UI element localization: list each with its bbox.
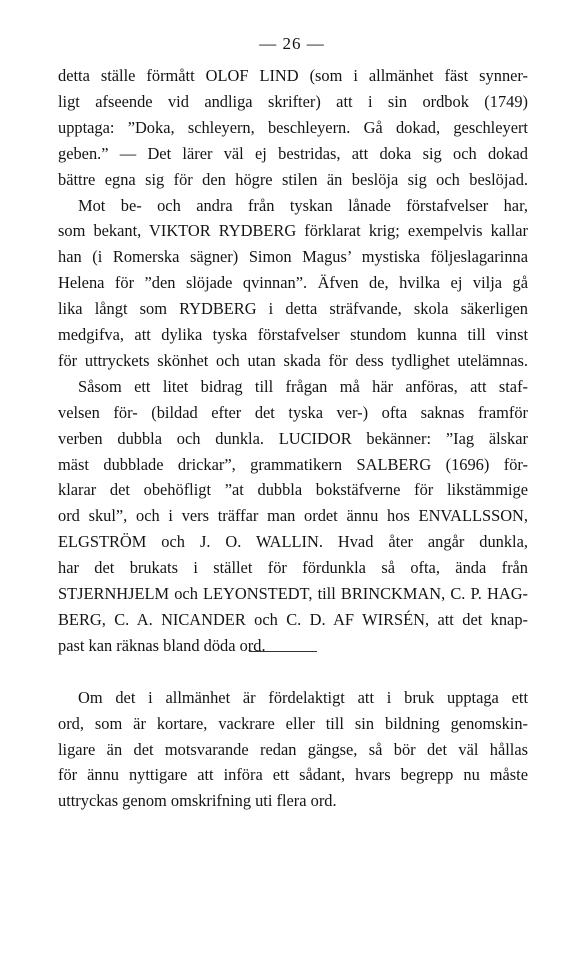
text-line: Mot be- och andra från tyskan lånade förstafvelser har, [78,195,528,215]
text-line: ELGSTRÖM och J. O. WALLIN. Hvad åter angår dunkla, [58,532,528,552]
text-line: ord, som är kortare, vackrare eller till sin bildning genomskin- [58,713,528,733]
text-line: Helena för ”den slöjade qvinnan”. Äfven de, hvilka ej vilja gå [58,273,528,293]
text-line: klarar det obehöfligt ”at dubbla bokstäfverne för likstämmige [58,480,528,500]
text-line: lika långt som RYDBERG i detta sträfvande, skola säkerligen [58,299,528,319]
text-line: medgifva, att dylika tyska förstafvelser stundom kunna till vinst [58,325,528,344]
text-line: som bekant, VIKTOR RYDBERG förklarat krig; exempelvis kallar [58,221,528,241]
text-line: geben.” — Det lärer väl ej bestridas, att doka sig och dokad [58,143,528,163]
text-line: verben dubbla och dunkla. LUCIDOR bekänner: ”Iag älskar [58,428,528,448]
text-line: velsen för- (bildad efter det tyska ver-) ofta saknas framför [58,402,528,422]
text-line: Såsom ett litet bidrag till frågan må här anföras, att staf- [78,376,528,396]
text-line: ligt afseende vid andliga skrifter) att i sin ordbok (1749) [58,91,528,111]
text-line: ord skul”, och i vers träffar man ordet ännu hos ENVALLSSON, [58,506,528,526]
text-line: ligare än det motsvarande redan gängse, så bör det väl hållas [58,739,528,759]
text-line: detta ställe förmått OLOF LIND (som i allmänhet fäst synner- [58,66,528,85]
section-divider [249,651,317,652]
text-line: för ännu nyttigare att införa ett sådant, hvars begrepp nu måste [58,765,528,785]
text-line: upptaga: ”Doka, schleyern, beschleyern. Gå dokad, geschleyert [58,117,528,137]
text-line: past kan räknas bland döda ord. [58,635,266,655]
page-number: — 26 — [259,34,325,53]
text-line: bättre egna sig för den högre stilen än beslöja sig och beslöjad. [58,169,528,189]
text-line: för uttryckets skönhet och utan skada för dess tydlighet utelämnas. [58,350,528,370]
text-line: har det brukats i stället för fördunkla så ofta, ända från [58,558,528,578]
text-line: STJERNHJELM och LEYONSTEDT, till BRINCKMAN, C. P. HAG- [58,584,528,603]
text-line: BERG, C. A. NICANDER och C. D. AF WIRSÉN, att det knap- [58,609,528,629]
text-line: han (i Romerska sägner) Simon Magus’ mystiska följeslagarinna [58,247,528,267]
text-line: uttryckas genom omskrifning uti flera ord. [58,791,337,811]
text-line: Om det i allmänhet är fördelaktigt att i bruk upptaga ett [78,688,528,707]
text-line: mäst dubblade drickar”, grammatikern SALBERG (1696) för- [58,454,528,474]
